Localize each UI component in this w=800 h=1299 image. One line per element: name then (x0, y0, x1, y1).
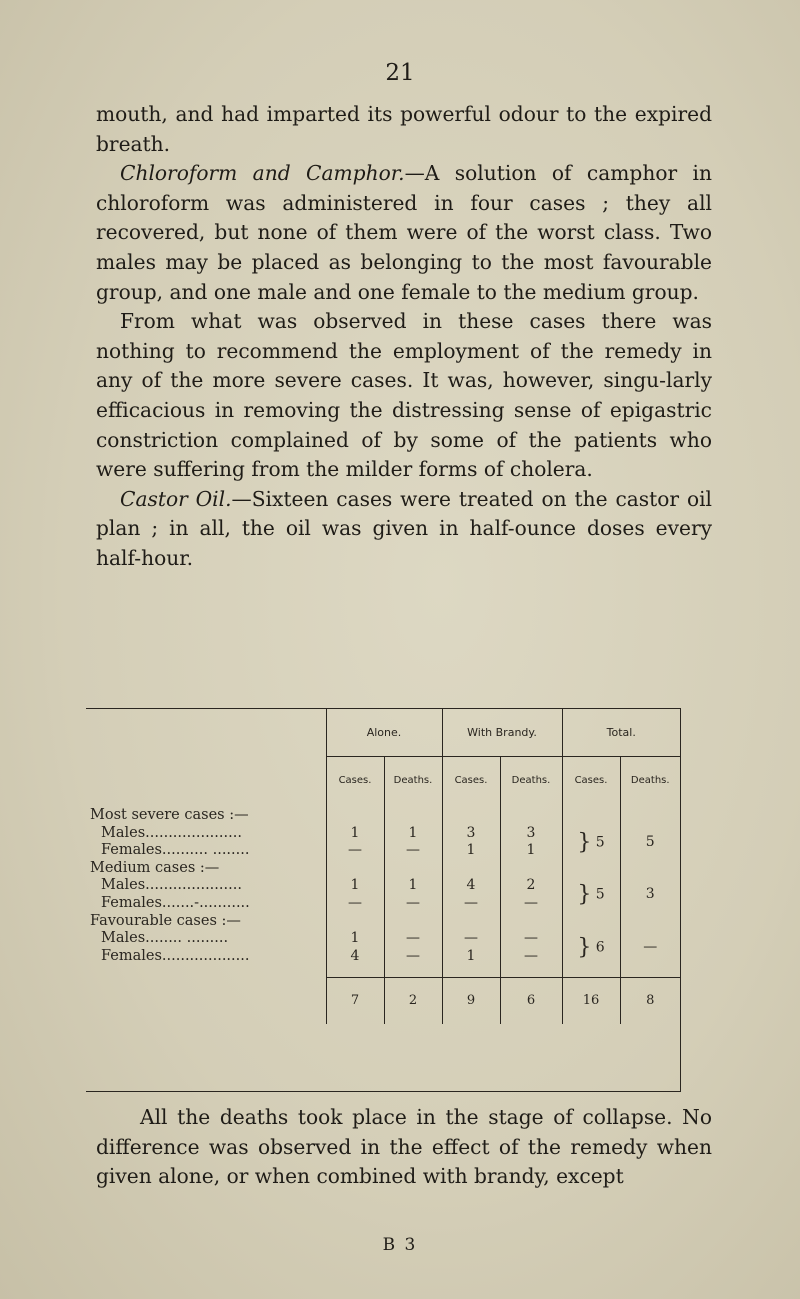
sub-header: Deaths. (384, 757, 442, 804)
total-brandy-deaths: 6 (500, 977, 562, 1024)
sub-header: Deaths. (500, 757, 562, 804)
table-group-header-row (86, 708, 680, 757)
header-total: Total. (562, 708, 680, 757)
paragraph-observation: From what was observed in these cases there was nothing to recommend the employment of the remedy in any of the more severe cases. It was, however, singu-larly efficacious in removing the distressing sense of epigastric constriction complained of by some of the patients who were suffering from the milder forms of cholera. (96, 309, 712, 482)
total-all-deaths: 8 (620, 977, 680, 1024)
header-with-brandy: With Brandy. (442, 708, 562, 757)
total-alone-deaths: 2 (384, 977, 442, 1024)
signature-mark: B 3 (382, 1235, 418, 1255)
col-brandy-deaths: 3 1 2 — — — (500, 803, 562, 977)
sub-header: Cases. (442, 757, 500, 804)
paragraph-castor-oil: Castor Oil.—Sixteen cases were treated on the castor oil plan ; in all, the oil was given in half-ounce doses every half-hour. (96, 486, 713, 570)
paragraph-chloroform: Chloroform and Camphor.—A solution of camphor in chloroform was administered in four cases ; they all recovered, but none of them were of the worst class. Two males may be placed as belonging to the most favourable group, and one male and one female to the medium group. (96, 161, 712, 304)
row-labels: Most severe cases :— Males..................... Females.......... ........ Medium cases :— Males..................... Females.......-........... Favourable cases :— Males........ ......... Females................... (90, 807, 250, 964)
col-total-deaths: 5 3 — (620, 803, 680, 977)
total-alone-cases: 7 (326, 977, 384, 1024)
lead-chloroform: Chloroform and Camphor. (120, 161, 405, 186)
table-corner-lower (86, 757, 326, 804)
sub-header: Deaths. (620, 757, 680, 804)
paragraph-deaths: All the deaths took place in the stage of collapse. No difference was observed in the effect of the remedy when given alone, or when combined with brandy, except (96, 1105, 712, 1189)
sub-header: Cases. (562, 757, 620, 804)
sub-header: Cases. (326, 757, 384, 804)
paragraph-1: mouth, and had imparted its powerful odour to the expired breath. (96, 102, 712, 156)
header-alone: Alone. (326, 708, 442, 757)
col-brandy-cases: 3 1 4 — — 1 (442, 803, 500, 977)
table-sub-header-row (86, 757, 680, 804)
col-alone-deaths: 1 — 1 — — — (384, 803, 442, 977)
table-totals-row (86, 977, 680, 1024)
lead-castor-oil: Castor Oil. (120, 486, 232, 511)
page-number: 21 (385, 60, 415, 86)
table-corner (86, 708, 326, 757)
results-table (86, 708, 680, 1024)
col-alone-cases: 1 — 1 — 1 4 (326, 803, 384, 977)
text-block-bottom (96, 1103, 712, 1192)
total-all-cases: 16 (562, 977, 620, 1024)
col-total-cases: } 5 } 5 } 6 (562, 803, 620, 977)
total-brandy-cases: 9 (442, 977, 500, 1024)
table-body-row (86, 803, 680, 977)
text-block-top (96, 100, 712, 574)
